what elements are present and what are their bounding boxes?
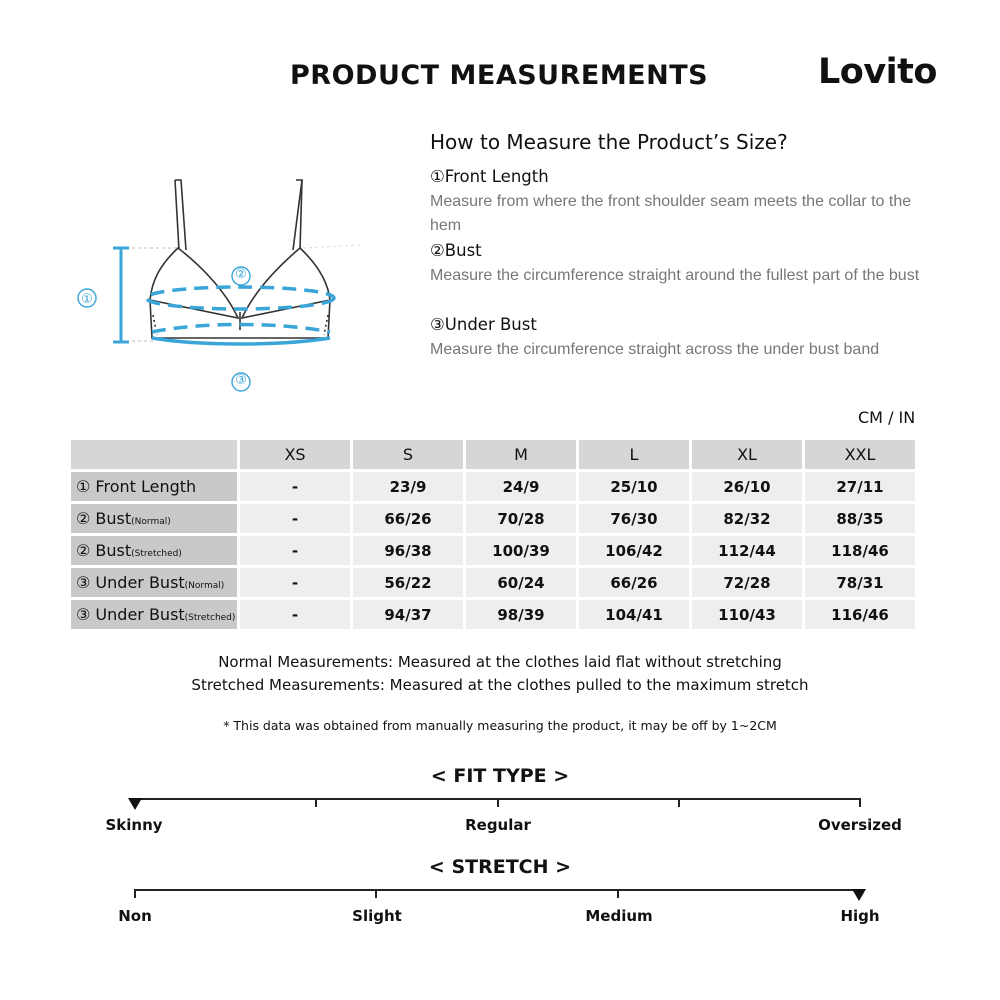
table-cell: 100/39 (466, 536, 576, 565)
table-cell: 66/26 (579, 568, 689, 597)
table-cell: - (240, 600, 350, 629)
row-label-text: ② Bust (76, 509, 132, 528)
table-header-row (71, 440, 915, 469)
table-cell: 112/44 (692, 536, 802, 565)
row-label-sub: (Stretched) (131, 549, 182, 559)
row-label (71, 568, 237, 597)
table-cell: 78/31 (805, 568, 915, 597)
stretch-scale-line (134, 889, 860, 891)
table-cell: 88/35 (805, 504, 915, 533)
table-cell: 110/43 (692, 600, 802, 629)
fit-type-indicator-icon (127, 797, 143, 811)
table-cell: 56/22 (353, 568, 463, 597)
fit-type-label-skinny: Skinny (105, 816, 163, 834)
size-header: XXL (805, 440, 915, 469)
table-cell: 116/46 (805, 600, 915, 629)
row-label-sub: (Stretched) (184, 613, 236, 623)
stretch-label-high: High (840, 907, 880, 925)
row-label-sub: (Normal) (131, 517, 171, 527)
brand-logo: Lovito (818, 52, 937, 92)
stretch-title: < STRETCH > (428, 856, 572, 878)
row-label (71, 504, 237, 533)
stretch-tick (617, 889, 619, 898)
disclaimer: * This data was obtained from manually measuring the product, it may be off by 1~2CM (223, 718, 777, 733)
fit-type-label-regular: Regular (465, 816, 531, 834)
fit-type-tick (859, 798, 861, 807)
table-cell: 27/11 (805, 472, 915, 501)
table-cell: 118/46 (805, 536, 915, 565)
note-normal: Normal Measurements: Measured at the clothes laid flat without stretching (218, 653, 782, 671)
table-cell: 70/28 (466, 504, 576, 533)
fit-type-tick (315, 798, 317, 807)
table-cell: 25/10 (579, 472, 689, 501)
table-cell: 76/30 (579, 504, 689, 533)
size-table (68, 437, 918, 632)
table-cell: - (240, 472, 350, 501)
guide-heading-under-bust: ③Under Bust (430, 315, 537, 334)
table-cell: 82/32 (692, 504, 802, 533)
guide-heading-bust: ②Bust (430, 241, 482, 260)
table-cell: 24/9 (466, 472, 576, 501)
marker-front-length: ① (81, 292, 93, 307)
guide-desc-under-bust: Measure the circumference straight across the under bust band (430, 341, 880, 358)
row-label-sub: (Normal) (184, 581, 225, 591)
table-cell: 23/9 (353, 472, 463, 501)
stretch-label-slight: Slight (352, 907, 402, 925)
table-cell: 26/10 (692, 472, 802, 501)
stretch-tick (375, 889, 377, 898)
table-cell: 60/24 (466, 568, 576, 597)
fit-type-tick (678, 798, 680, 807)
size-header: M (466, 440, 576, 469)
table-cell: 96/38 (353, 536, 463, 565)
table-cell: 104/41 (579, 600, 689, 629)
note-stretched: Stretched Measurements: Measured at the clothes pulled to the maximum stretch (191, 676, 809, 694)
fit-type-label-oversized: Oversized (818, 816, 902, 834)
table-cell: - (240, 568, 350, 597)
size-header: S (353, 440, 463, 469)
table-row (71, 472, 915, 501)
fit-type-tick (497, 798, 499, 807)
table-cell: 66/26 (353, 504, 463, 533)
row-label-text: ① Front Length (76, 477, 197, 496)
fit-type-title: < FIT TYPE > (430, 765, 570, 787)
table-cell: 72/28 (692, 568, 802, 597)
stretch-label-medium: Medium (585, 907, 653, 925)
row-label-text: ③ Under Bust (76, 573, 185, 592)
table-cell: 94/37 (353, 600, 463, 629)
marker-bust: ② (235, 267, 247, 282)
table-cell: - (240, 536, 350, 565)
table-row (71, 504, 915, 533)
table-cell: - (240, 504, 350, 533)
guide-heading-front-length: ①Front Length (430, 167, 549, 186)
page-title: PRODUCT MEASUREMENTS (290, 60, 709, 91)
size-header: XL (692, 440, 802, 469)
row-label-text: ③ Under Bust (76, 605, 185, 624)
size-header: L (579, 440, 689, 469)
table-cell: 106/42 (579, 536, 689, 565)
guide-desc-bust: Measure the circumference straight around the fullest part of the bust (430, 267, 920, 284)
bra-measurement-diagram (60, 170, 380, 400)
stretch-tick (134, 889, 136, 898)
table-corner (71, 440, 237, 469)
guide-desc-front-length: Measure from where the front shoulder seam meets the collar to the hem (430, 193, 912, 234)
row-label-text: ② Bust (76, 541, 132, 560)
table-row (71, 600, 915, 629)
row-label (71, 536, 237, 565)
row-label (71, 472, 237, 501)
table-cell: 98/39 (466, 600, 576, 629)
table-row (71, 568, 915, 597)
guide-title: How to Measure the Product’s Size? (430, 130, 788, 154)
size-header: XS (240, 440, 350, 469)
marker-under-bust: ③ (235, 373, 247, 388)
stretch-indicator-icon (851, 888, 867, 902)
table-row (71, 536, 915, 565)
unit-label: CM / IN (858, 408, 916, 427)
row-label (71, 600, 237, 629)
stretch-label-non: Non (118, 907, 152, 925)
